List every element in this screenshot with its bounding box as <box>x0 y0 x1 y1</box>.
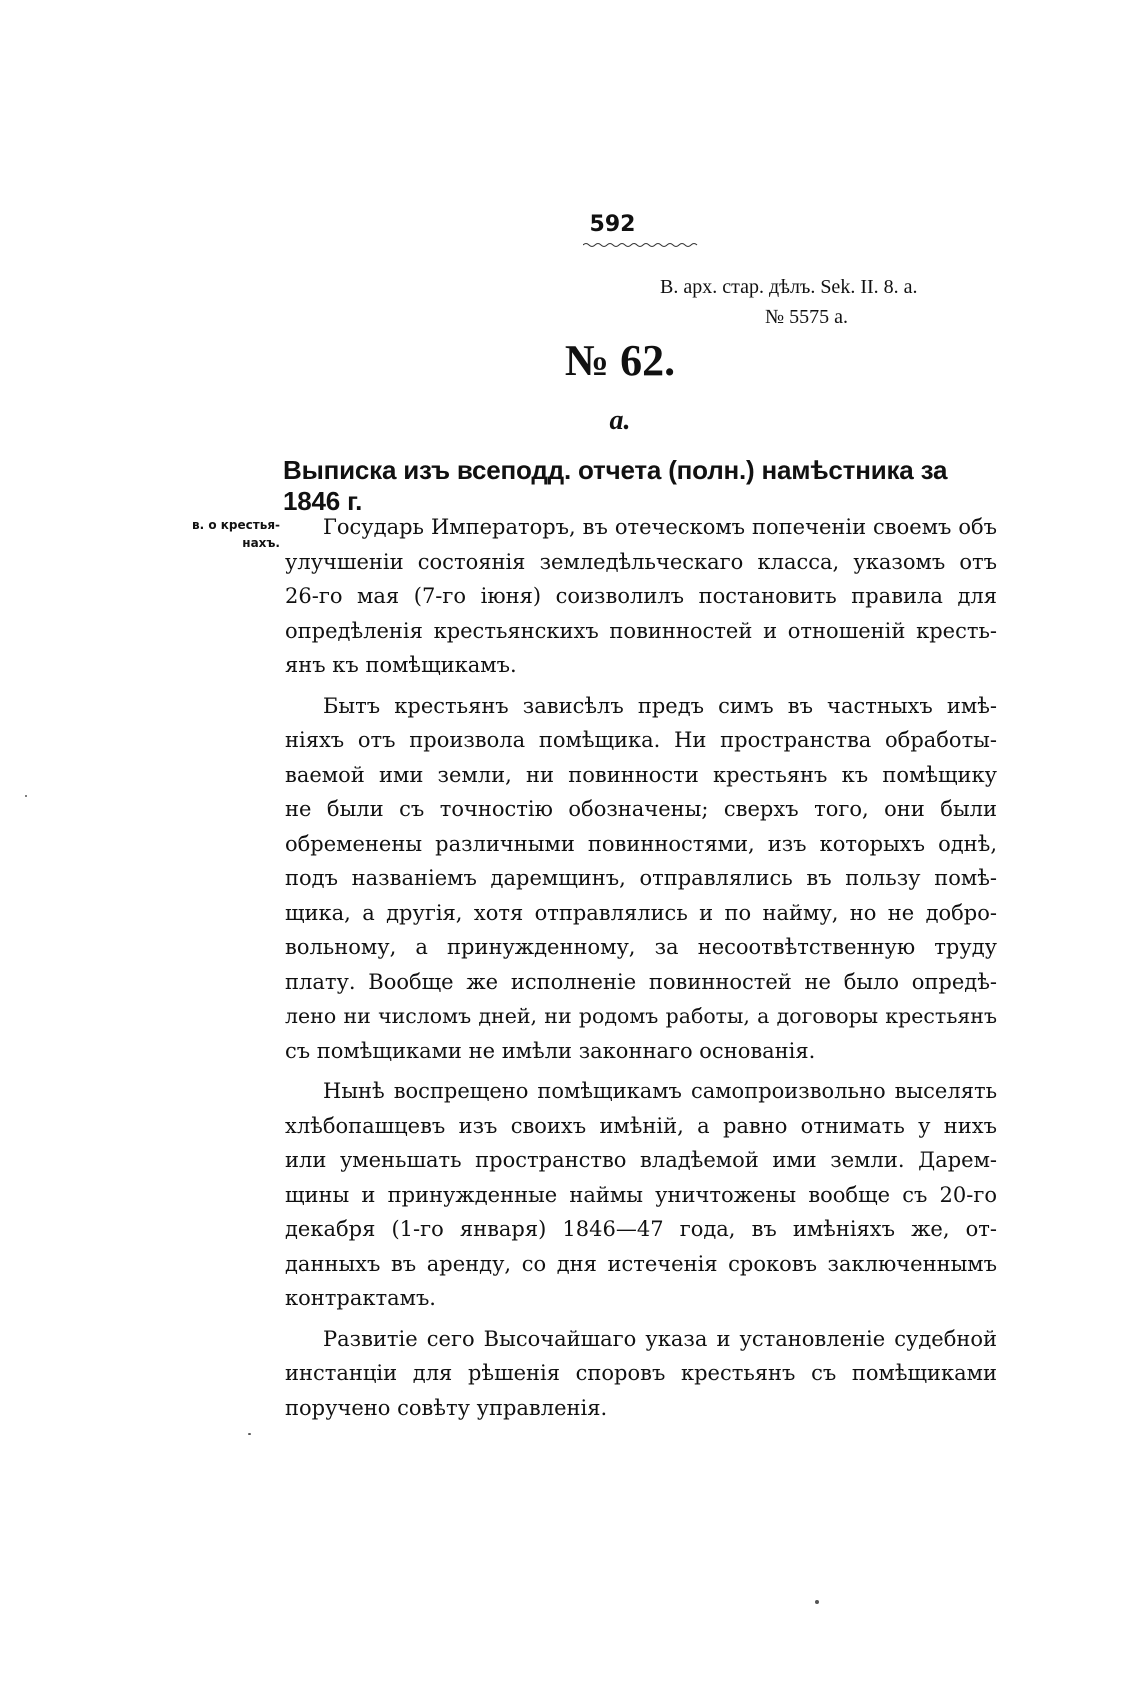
text-line: Развитіе сего Высочайшаго указа и установленіе судебной <box>323 1326 997 1351</box>
archive-ref-line1: В. арх. стар. дѣлъ. Sek. II. 8. а. <box>660 276 918 298</box>
text-line: ніяхъ отъ произвола помѣщика. Ни пространства обработы- <box>285 728 997 752</box>
text-line: Государь Императоръ, въ отеческомъ попеченіи своемъ объ <box>323 515 997 539</box>
print-speck <box>815 1600 819 1604</box>
text-line: ваемой ими земли, ни повинности крестьянъ къ помѣщику <box>285 762 997 787</box>
text-line: щика, а другія, хотя отправлялись и по найму, но не добро- <box>285 900 997 925</box>
text-line: 26-го мая (7-го іюня) соизволилъ постановить правила для <box>285 584 997 608</box>
text-line: обременены различными повинностями, изъ которыхъ однѣ, <box>285 831 997 856</box>
archive-ref-line2: № 5575 а. <box>765 306 848 328</box>
paragraph-4 <box>285 1322 997 1426</box>
text-line: не были съ точностію обозначены; сверхъ того, они были <box>285 797 997 821</box>
archive-reference <box>660 272 1080 332</box>
text-line: контрактамъ. <box>285 1286 436 1310</box>
text-line: опредѣленія крестьянскихъ повинностей и отношеній кресть- <box>285 618 997 643</box>
print-speck <box>248 1433 251 1435</box>
text-line: съ помѣщиками не имѣли законнаго основанія. <box>285 1038 816 1063</box>
document-heading: Выписка изъ всеподд. отчета (полн.) намѣстника за 1846 г. <box>283 455 948 516</box>
text-line: инстанціи для рѣшенія споровъ крестьянъ съ помѣщиками <box>285 1361 997 1385</box>
text-line: вольному, а принужденному, за несоотвѣтственную труду <box>285 935 997 959</box>
document-number: № 62. <box>564 336 676 385</box>
document-letter: а. <box>609 405 631 436</box>
page-number-underline <box>583 242 699 248</box>
text-line: Нынѣ воспрещено помѣщикамъ самопроизвольно выселять <box>323 1079 997 1103</box>
text-line: поручено совѣту управленія. <box>285 1395 608 1420</box>
paragraph-2 <box>285 689 997 1069</box>
text-line: декабря (1-го января) 1846—47 года, въ имѣніяхъ же, от- <box>285 1217 997 1241</box>
paragraph-3 <box>285 1074 997 1316</box>
text-line: данныхъ въ аренду, со дня истеченія сроковъ заключеннымъ <box>285 1251 997 1276</box>
text-line: лено ни числомъ дней, ни родомъ работы, а договоры крестьянъ <box>285 1004 997 1028</box>
text-line: или уменьшать пространство владѣемой ими земли. Дарем- <box>285 1148 997 1172</box>
paragraph-1 <box>285 510 997 683</box>
body-text <box>285 510 997 1431</box>
text-line: подъ названіемъ даремщинъ, отправлялись въ пользу помѣ- <box>285 866 997 890</box>
text-line: плату. Вообще же исполненіе повинностей не было опредѣ- <box>285 969 997 994</box>
print-speck <box>25 795 27 797</box>
text-line: янъ къ помѣщикамъ. <box>285 653 517 677</box>
text-line: улучшеніи состоянія земледѣльческаго класса, указомъ отъ <box>285 549 997 574</box>
text-line: щины и принужденные наймы уничтожены вообще съ 20-го <box>285 1182 997 1207</box>
margin-note: в. о крестья-нахъ. <box>192 518 280 550</box>
text-line: хлѣбопашцевъ изъ своихъ имѣній, а равно отнимать у нихъ <box>285 1113 997 1138</box>
page-number: 592 <box>589 212 636 237</box>
text-line: Бытъ крестьянъ зависѣлъ предъ симъ въ частныхъ имѣ- <box>323 693 997 718</box>
